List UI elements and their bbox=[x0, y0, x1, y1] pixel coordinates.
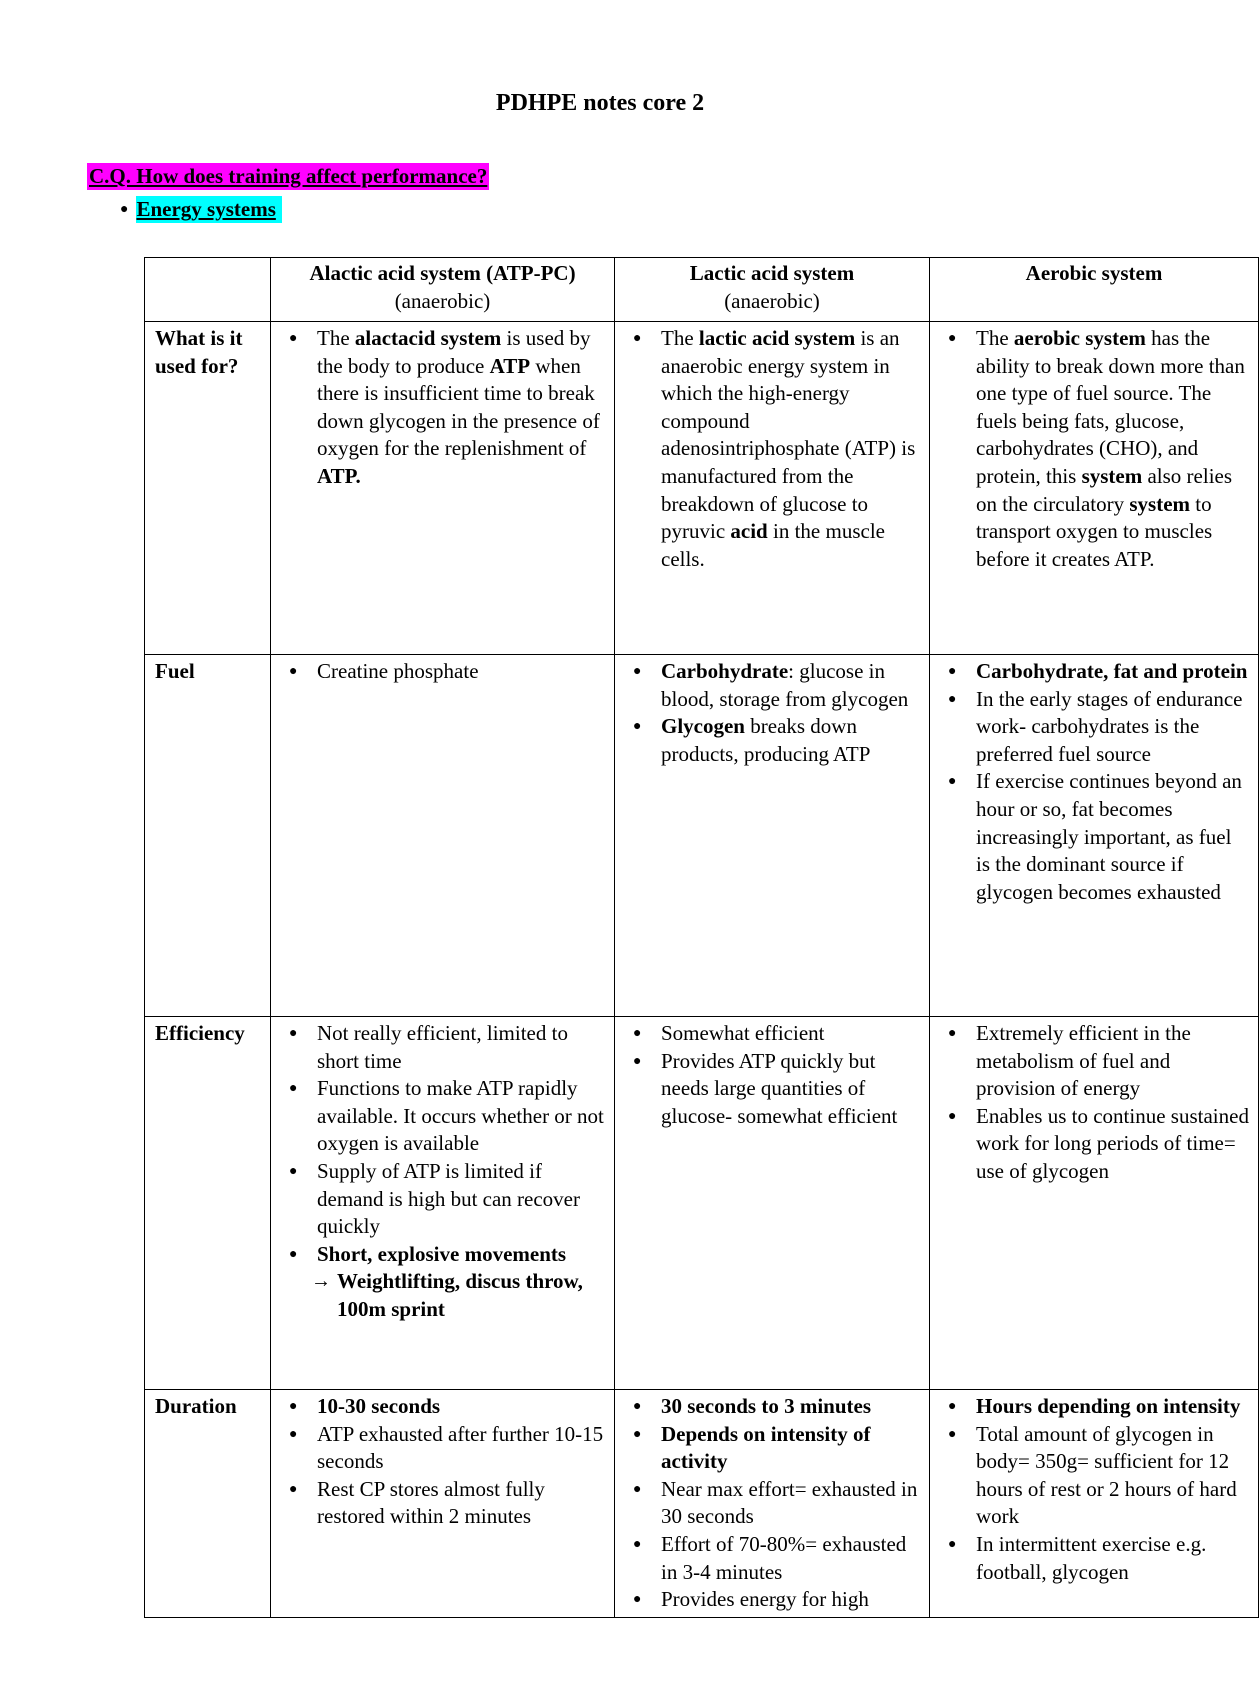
text-run: In the early stages of endurance work- carbohydrates is the preferred fuel source bbox=[976, 686, 1243, 766]
course-question: C.Q. How does training affect performance? bbox=[89, 164, 488, 188]
topic-heading: Energy systems bbox=[136, 196, 281, 223]
text-run: The bbox=[661, 326, 699, 350]
header-alactic bbox=[271, 258, 615, 322]
text-run: The bbox=[317, 326, 355, 350]
text-run: The bbox=[976, 326, 1014, 350]
list-subitem: → Weightlifting, discus throw, 100m sprint bbox=[279, 1268, 606, 1323]
header-empty bbox=[145, 258, 271, 322]
cell-aerobic-used-for bbox=[930, 322, 1259, 655]
text-run-bold: aerobic system bbox=[1013, 326, 1146, 350]
list-item: ● Rest CP stores almost fully restored within 2 minutes bbox=[279, 1476, 606, 1531]
text-run-bold: Carbohydrate, fat and protein bbox=[976, 659, 1248, 683]
list-item: ● Total amount of glycogen in body= 350g= sufficient for 12 hours of rest or 2 hours of hard work bbox=[938, 1421, 1250, 1531]
header-lactic-title: Lactic acid system bbox=[689, 261, 855, 285]
text-run-bold: acid bbox=[730, 519, 768, 544]
text-run-bold: system bbox=[1129, 491, 1191, 516]
list-item: ● Creatine phosphate bbox=[279, 658, 606, 686]
list-item: ● ATP exhausted after further 10-15 seconds bbox=[279, 1421, 606, 1476]
list-item: ● Depends on intensity of activity bbox=[623, 1421, 921, 1476]
text-run: to transport oxygen to muscles before it creates ATP. bbox=[976, 491, 1213, 571]
text-run: has the ability to break down more than one type of fuel source. The fuels being fats, glucose, carbohydrates (CHO), and protein, this bbox=[976, 326, 1245, 488]
text-run: is an anaerobic energy system in which the high-energy compound adenosintriphosphate (ATP) is manufactured from the breakdown of glucose to pyruvic bbox=[661, 326, 916, 544]
text-run: when there is insufficient time to break down glycogen in the presence of oxygen for the replenishment of bbox=[317, 353, 600, 461]
row-label-duration: Duration bbox=[145, 1390, 271, 1618]
header-row bbox=[145, 258, 1259, 322]
cell-alactic-used-for bbox=[271, 322, 615, 655]
page-title: PDHPE notes core 2 bbox=[495, 90, 705, 116]
list-item: ● Effort of 70-80%= exhausted in 3-4 minutes bbox=[623, 1531, 921, 1586]
row-efficiency bbox=[145, 1017, 1259, 1390]
bullet-icon: ● bbox=[120, 202, 129, 217]
list-item: ● 10-30 seconds bbox=[279, 1393, 606, 1421]
energy-systems-table-wrap bbox=[144, 257, 1249, 1617]
header-alactic-title: Alactic acid system (ATP-PC) bbox=[309, 261, 576, 285]
list-item: ● Short, explosive movements bbox=[279, 1241, 606, 1269]
cell-aerobic-fuel bbox=[930, 655, 1259, 1017]
text-run: : glucose in blood, storage from glycogen bbox=[661, 659, 909, 711]
list-item: ● Functions to make ATP rapidly available. It occurs whether or not oxygen is available bbox=[279, 1075, 606, 1158]
list-item: ● Supply of ATP is limited if demand is high but can recover quickly bbox=[279, 1158, 606, 1241]
list-item bbox=[623, 658, 921, 713]
text-run-bold: ATP bbox=[489, 353, 531, 378]
header-aerobic bbox=[930, 258, 1259, 322]
list-item: ● Hours depending on intensity bbox=[938, 1393, 1250, 1421]
list-item bbox=[623, 713, 921, 768]
text-run-bold: Carbohydrate bbox=[661, 659, 789, 683]
list-item bbox=[938, 325, 1250, 573]
list-item bbox=[623, 325, 921, 573]
cell-lactic-duration bbox=[615, 1390, 930, 1618]
energy-systems-table bbox=[144, 257, 1259, 1618]
row-duration bbox=[145, 1390, 1259, 1618]
text-run-bold: Glycogen bbox=[661, 714, 745, 739]
text-run: is used by the body to produce bbox=[317, 326, 591, 378]
list-item: ● Somewhat efficient bbox=[623, 1020, 921, 1048]
text-run-bold: system bbox=[1081, 463, 1143, 488]
list-item bbox=[938, 768, 1250, 906]
row-fuel bbox=[145, 655, 1259, 1017]
text-run: in the muscle cells. bbox=[661, 519, 885, 571]
row-label-fuel: Fuel bbox=[145, 655, 271, 1017]
list-item: ● Provides ATP quickly but needs large quantities of glucose- somewhat efficient bbox=[623, 1048, 921, 1131]
text-run-bold: ATP. bbox=[317, 463, 361, 488]
row-label-efficiency: Efficiency bbox=[145, 1017, 271, 1390]
cell-alactic-fuel bbox=[271, 655, 615, 1017]
row-used-for bbox=[145, 322, 1259, 655]
header-lactic bbox=[615, 258, 930, 322]
list-item: ● Not really efficient, limited to short time bbox=[279, 1020, 606, 1075]
header-aerobic-title: Aerobic system bbox=[1025, 261, 1163, 285]
cell-lactic-used-for bbox=[615, 322, 930, 655]
cell-alactic-duration bbox=[271, 1390, 615, 1618]
list-item bbox=[938, 658, 1250, 686]
list-item bbox=[279, 325, 606, 491]
text-run: also relies on the circulatory bbox=[976, 463, 1233, 516]
text-run: breaks down products, producing ATP bbox=[661, 714, 871, 766]
topic-bullet bbox=[120, 196, 282, 223]
cell-aerobic-duration bbox=[930, 1390, 1259, 1618]
cell-alactic-efficiency bbox=[271, 1017, 615, 1390]
text-run-bold: lactic acid system bbox=[698, 326, 856, 350]
list-item: ● In intermittent exercise e.g. football, glycogen bbox=[938, 1531, 1250, 1586]
text-run: If exercise continues beyond an hour or so, fat becomes increasingly important, as fuel is the dominant source if glycogen becomes exhausted bbox=[976, 769, 1242, 904]
list-item: ● 30 seconds to 3 minutes bbox=[623, 1393, 921, 1421]
row-label-used-for: What is it used for? bbox=[145, 322, 271, 655]
list-item: ● Extremely efficient in the metabolism of fuel and provision of energy bbox=[938, 1020, 1250, 1103]
list-item: ● Enables us to continue sustained work for long periods of time= use of glycogen bbox=[938, 1103, 1250, 1186]
cell-aerobic-efficiency bbox=[930, 1017, 1259, 1390]
list-item bbox=[938, 686, 1250, 769]
header-lactic-sub: (anaerobic) bbox=[724, 288, 820, 313]
cell-lactic-fuel bbox=[615, 655, 930, 1017]
cell-lactic-efficiency bbox=[615, 1017, 930, 1390]
header-alactic-sub: (anaerobic) bbox=[394, 288, 491, 313]
text-run-bold: alactacid system bbox=[354, 326, 502, 350]
list-item: ● Provides energy for high bbox=[623, 1586, 921, 1614]
list-item: ● Near max effort= exhausted in 30 seconds bbox=[623, 1476, 921, 1531]
